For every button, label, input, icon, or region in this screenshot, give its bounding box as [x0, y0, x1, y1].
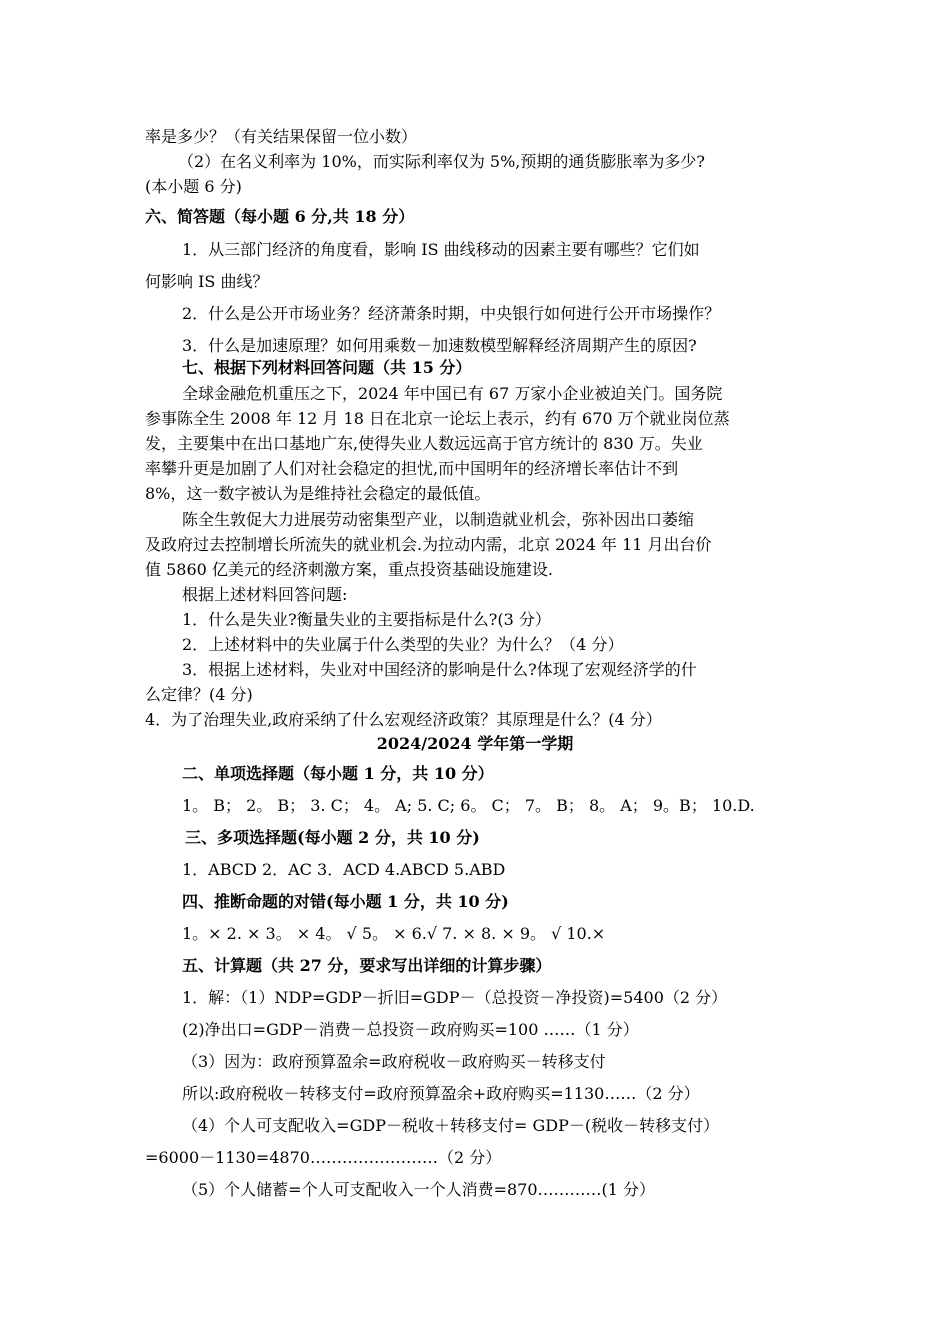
text-line: =6000－1130=4870……………………（2 分）	[145, 1148, 502, 1167]
section-heading: 六、简答题（每小题 6 分,共 18 分）	[145, 207, 415, 226]
text-line: 1．从三部门经济的角度看，影响 IS 曲线移动的因素主要有哪些？它们如	[182, 240, 700, 259]
text-line: 值 5860 亿美元的经济刺激方案，重点投资基础设施建设.	[145, 560, 553, 579]
text-line: 2．什么是公开市场业务？经济萧条时期，中央银行如何进行公开市场操作？	[182, 304, 721, 323]
text-line: 2．上述材料中的失业属于什么类型的失业？为什么？（4 分）	[182, 635, 624, 654]
text-line: 所以:政府税收－转移支付=政府预算盈余+政府购买=1130……（2 分）	[182, 1084, 700, 1103]
text-line: 发，主要集中在出口基地广东,使得失业人数远远高于官方统计的 830 万。失业	[145, 434, 703, 453]
text-line: 率是多少？（有关结果保留一位小数）	[145, 127, 418, 146]
text-line: 么定律？(4 分)	[145, 685, 253, 704]
text-line: 1。× 2. × 3。 × 4。 √ 5。 × 6.√ 7. × 8. × 9。 √ 10.×	[182, 924, 606, 943]
text-line: 全球金融危机重压之下，2024 年中国已有 67 万家小企业被迫关门。国务院	[182, 384, 723, 403]
text-line: 参事陈全生 2008 年 12 月 18 日在北京一论坛上表示，约有 670 万个就业岗位蒸	[145, 409, 730, 428]
text-line: （5）个人储蓄=个人可支配收入一个人消费=870…………(1 分）	[182, 1180, 656, 1199]
text-line: 陈全生敦促大力进展劳动密集型产业，以制造就业机会，弥补因出口萎缩	[182, 510, 695, 529]
section-heading: 四、推断命题的对错(每小题 1 分，共 10 分)	[182, 892, 509, 911]
text-line: 4．为了治理失业,政府采纳了什么宏观经济政策？其原理是什么？(4 分）	[145, 710, 662, 729]
text-line: (2)净出口=GDP－消费－总投资－政府购买=100 ……（1 分）	[182, 1020, 639, 1039]
text-line: 1．什么是失业?衡量失业的主要指标是什么?(3 分）	[182, 610, 551, 629]
text-line: 及政府过去控制增长所流失的就业机会.为拉动内需，北京 2024 年 11 月出台价	[145, 535, 712, 554]
section-heading: 五、计算题（共 27 分，要求写出详细的计算步骤）	[182, 956, 552, 975]
semester-title: 2024/2024 学年第一学期	[376, 734, 574, 753]
section-heading: 三、多项选择题(每小题 2 分，共 10 分)	[185, 828, 480, 847]
text-line: (本小题 6 分)	[145, 177, 242, 196]
text-line: （3）因为：政府预算盈余=政府税收－政府购买－转移支付	[182, 1052, 606, 1071]
text-line: 1．解：（1）NDP=GDP－折旧=GDP－（总投资－净投资)=5400（2 分）	[182, 988, 728, 1007]
section-heading: 二、单项选择题（每小题 1 分，共 10 分）	[182, 764, 494, 783]
section-heading: 七、根据下列材料回答问题（共 15 分）	[182, 358, 472, 377]
text-line: 3．根据上述材料，失业对中国经济的影响是什么?体现了宏观经济学的什	[182, 660, 697, 679]
text-line: （2）在名义利率为 10%，而实际利率仅为 5%,预期的通货膨胀率为多少?	[178, 152, 705, 171]
text-line: 1。 B； 2。 B； 3. C； 4。 A; 5. C; 6。 C； 7。 B； 8。 A； 9。B； 10.D.	[182, 796, 755, 815]
text-line: 何影响 IS 曲线？	[145, 272, 269, 291]
text-line: 1．ABCD 2．AC 3．ACD 4.ABCD 5.ABD	[182, 860, 506, 879]
text-line: 率攀升更是加剧了人们对社会稳定的担忧,而中国明年的经济增长率估计不到	[145, 459, 679, 478]
text-line: （4）个人可支配收入=GDP－税收＋转移支付= GDP－(税收－转移支付）	[182, 1116, 720, 1135]
text-line: 根据上述材料回答问题:	[182, 585, 348, 604]
text-line: 3．什么是加速原理？如何用乘数－加速数模型解释经济周期产生的原因?	[182, 336, 697, 355]
text-line: 8%，这一数字被认为是维持社会稳定的最低值。	[145, 484, 491, 503]
